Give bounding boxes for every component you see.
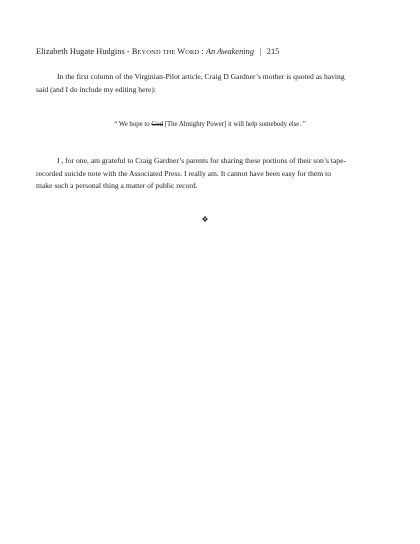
header-author: Elizabeth Hugate Hudgins - (36, 47, 132, 56)
page-number: 215 (266, 47, 280, 56)
paragraph-line: make such a personal thing a matter of public record. (36, 181, 198, 191)
paragraph-line: In the first column of the Virginian-Pilot article, Craig D Gardner’s mother is quoted as having (57, 72, 345, 81)
quote-struck-word: God (151, 121, 164, 128)
header-subtitle: An Awakening (205, 47, 255, 56)
paragraph-gratitude (36, 155, 386, 193)
quote-rest: [The Almighty Power] it will help somebody else. ” (163, 121, 306, 128)
four-diamond-ornament-icon: ❖ (201, 215, 209, 224)
header-title-initial-2: W (177, 47, 186, 56)
paragraph-intro (36, 71, 386, 96)
paragraph-line: said (and I do include my editing here): (36, 84, 156, 94)
quote-open: “ We hope to (114, 121, 152, 128)
paragraph-line: I , for one, am grateful to Craig Gardner’s parents for sharing these portions of their son’s tape- (57, 156, 346, 165)
paragraph-line: recorded suicide note with the Associated Press. I really am. It cannot have been easy for them to (36, 168, 332, 178)
header-separator: | (260, 47, 262, 56)
running-header (36, 47, 279, 56)
header-title-colon: : (199, 47, 206, 56)
header-title-initial-1: B (131, 47, 138, 56)
header-title-smallcaps-2: ORD (185, 49, 200, 56)
header-title-smallcaps-1: EYOND THE (137, 49, 178, 56)
block-quote (0, 121, 420, 128)
